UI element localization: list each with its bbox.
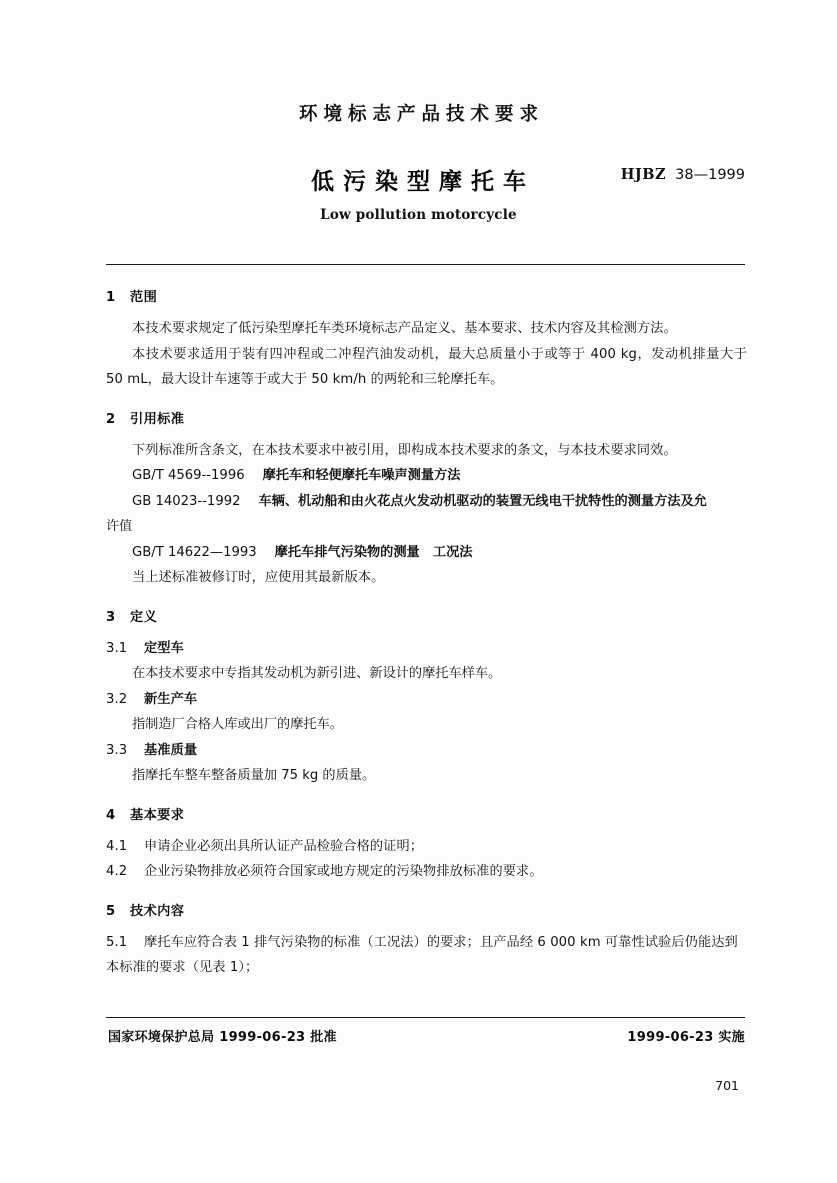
clause-3-1 xyxy=(106,636,747,662)
footer-divider xyxy=(106,1017,745,1018)
standard-code-prefix: HJBZ xyxy=(620,166,667,183)
implementation-date: 1999-06-23 实施 xyxy=(627,1030,745,1045)
section-4-heading xyxy=(106,804,747,823)
clause-3-2-body: 指制造厂合格人库或出厂的摩托车。 xyxy=(132,717,343,732)
reference-item-3 xyxy=(106,540,747,566)
reference-3-name: 摩托车排气污染物的测量 工况法 xyxy=(274,544,473,560)
section-1-paragraph-2: 本技术要求适用于装有四冲程或二冲程汽油发动机，最大总质量小于或等于 400 kg，发动机排量大于 50 mL，最大设计车速等于或大于 50 km/h 的两轮和三轮摩托车。 xyxy=(106,346,747,387)
reference-item-1 xyxy=(106,463,747,489)
standard-code xyxy=(621,166,745,183)
section-2-heading xyxy=(106,408,747,427)
header-divider xyxy=(106,264,745,265)
section-4-title: 基本要求 xyxy=(130,807,185,823)
clause-4-1-text: 申请企业必须出具所认证产品检验合格的证明； xyxy=(144,838,424,854)
spacer xyxy=(106,885,747,900)
clause-4-2-number: 4.2 xyxy=(106,864,128,879)
clause-3-3 xyxy=(106,738,747,764)
series-title: 环境标志产品技术要求 xyxy=(298,104,544,125)
spacer xyxy=(106,789,747,804)
section-2-number: 2 xyxy=(106,411,116,427)
clause-5-1-text: 摩托车应符合表 1 排气污染物的标准（工况法）的要求；且产品经 6 000 km 可靠性试验后仍能达到本标准的要求（见表 1）； xyxy=(106,934,738,975)
section-3-heading xyxy=(106,606,747,625)
standard-code-number: 38—1999 xyxy=(675,167,745,183)
section-2-paragraph-1: 下列标准所含条文，在本技术要求中被引用，即构成本技术要求的条文，与本技术要求同效。 xyxy=(132,442,677,458)
approval-statement: 国家环境保护总局 1999-06-23 批准 xyxy=(108,1030,337,1045)
clause-3-3-label: 基准质量 xyxy=(144,742,198,758)
section-3-number: 3 xyxy=(106,609,116,625)
clause-3-3-number: 3.3 xyxy=(106,742,128,758)
section-1-paragraph-1: 本技术要求规定了低污染型摩托车类环境标志产品定义、基本要求、技术内容及其检测方法。 xyxy=(132,321,677,336)
clause-3-2-label: 新生产车 xyxy=(144,691,198,707)
section-5-heading xyxy=(106,900,747,919)
section-5-number: 5 xyxy=(106,903,116,919)
clause-3-2-number: 3.2 xyxy=(106,691,128,707)
clause-3-1-label: 定型车 xyxy=(144,640,184,656)
clause-4-2-text: 企业污染物排放必须符合国家或地方规定的污染物排放标准的要求。 xyxy=(144,864,543,879)
page-number: 701 xyxy=(715,1078,739,1093)
reference-1-id: GB/T 4569--1996 xyxy=(132,468,245,483)
section-1-title: 范围 xyxy=(130,290,158,305)
section-3-title: 定义 xyxy=(130,609,158,625)
document-title: 低污染型摩托车 xyxy=(311,169,535,195)
reference-item-2 xyxy=(106,489,747,515)
section-1-heading xyxy=(106,286,747,305)
spacer xyxy=(106,591,747,606)
reference-2-continuation: 许值 xyxy=(106,519,133,534)
section-4-number: 4 xyxy=(106,807,116,823)
clause-3-1-body: 在本技术要求中专指其发动机为新引进、新设计的摩托车样车。 xyxy=(132,666,502,681)
clause-4-1-number: 4.1 xyxy=(106,838,128,854)
clause-5-1-number: 5.1 xyxy=(106,934,128,950)
document-body xyxy=(106,286,747,981)
reference-2-name: 车辆、机动船和由火花点火发动机驱动的装置无线电干扰特性的测量方法及允 xyxy=(258,493,707,509)
clause-4-2 xyxy=(106,859,747,885)
reference-3-id: GB/T 14622—1993 xyxy=(132,544,257,560)
clause-4-1 xyxy=(106,834,747,860)
reference-2-id: GB 14023--1992 xyxy=(132,493,241,509)
clause-3-1-number: 3.1 xyxy=(106,640,128,656)
section-5-title: 技术内容 xyxy=(130,903,185,919)
clause-3-2 xyxy=(106,687,747,713)
reference-1-name: 摩托车和轻便摩托车噪声测量方法 xyxy=(262,468,461,483)
clause-5-1 xyxy=(106,930,747,981)
section-2-title: 引用标准 xyxy=(130,411,185,427)
english-subtitle: Low pollution motorcycle xyxy=(320,207,517,223)
spacer xyxy=(106,393,747,408)
section-2-paragraph-2: 当上述标准被修订时，应使用其最新版本。 xyxy=(132,570,385,585)
clause-3-3-body: 指摩托车整车整备质量加 75 kg 的质量。 xyxy=(132,768,376,783)
section-1-number: 1 xyxy=(106,290,116,305)
